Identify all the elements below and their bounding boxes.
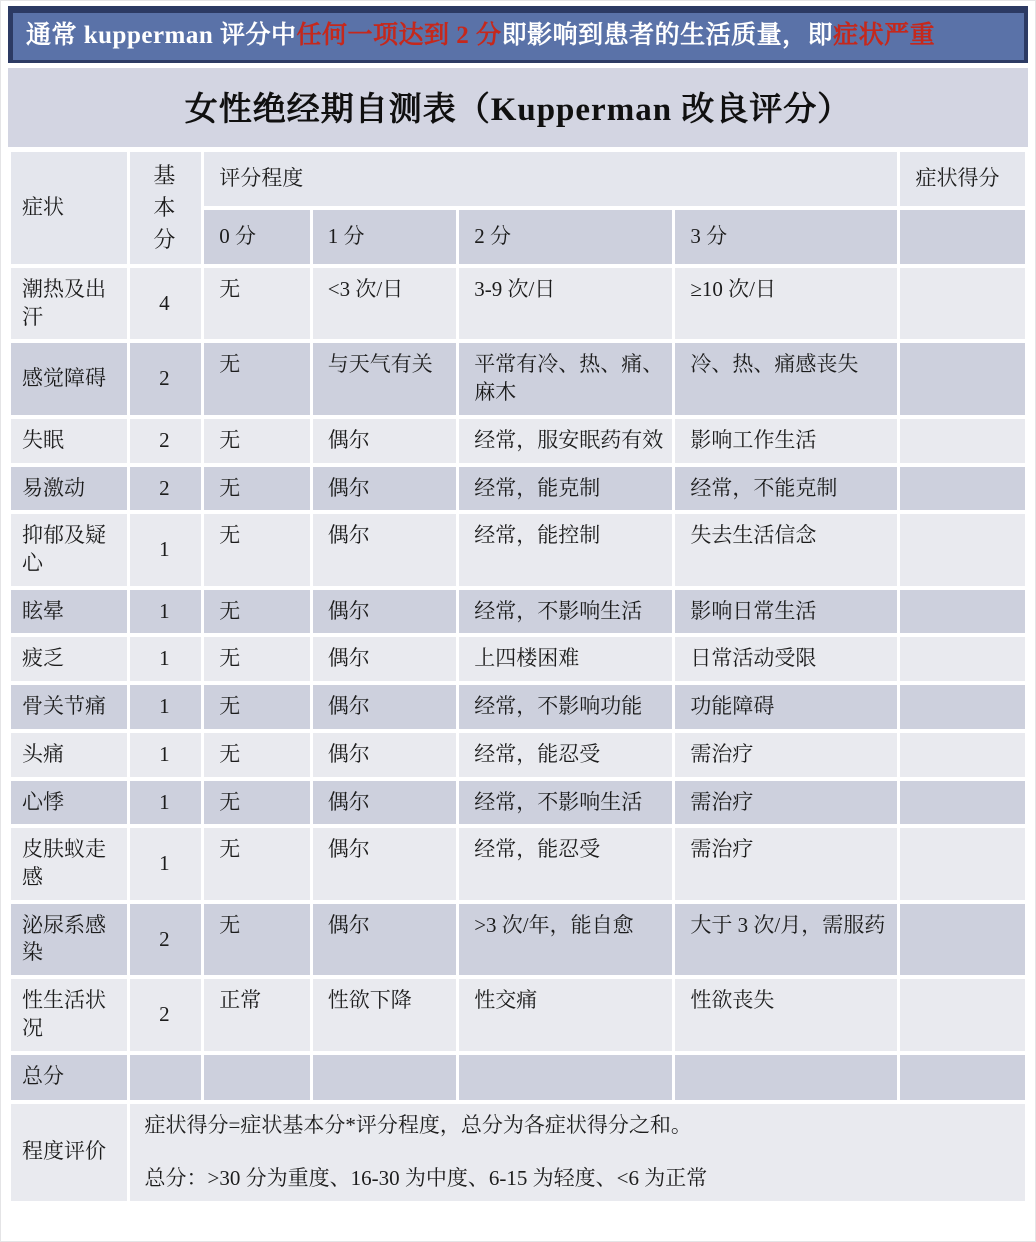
degree-2-cell: 经常，不影响生活 [474, 789, 643, 814]
degree-0-cell: 无 [219, 694, 241, 719]
symptom-score-cell [900, 979, 1025, 1050]
header-symptom-score: 症状得分 [900, 152, 1025, 206]
table-row [11, 514, 1025, 585]
header-degree-2: 2 分 [459, 210, 672, 264]
symptom-score-cell [900, 419, 1025, 463]
degree-2-cell: 经常，能克制 [474, 475, 601, 500]
degree-2-cell: 性交痛 [474, 988, 538, 1013]
table-row [11, 781, 1025, 825]
symptom-cell: 性生活状况 [22, 988, 106, 1040]
degree-3-cell: 需治疗 [690, 741, 754, 766]
empty-cell [900, 1055, 1025, 1100]
degree-1-cell: 与天气有关 [327, 352, 433, 377]
degree-0-cell: 无 [219, 837, 241, 862]
degree-3-cell: 需治疗 [690, 789, 754, 814]
degree-1-cell: 偶尔 [327, 598, 370, 623]
symptom-cell: 失眠 [22, 427, 64, 452]
basic-score-cell: 1 [159, 694, 170, 719]
degree-3-cell: 日常活动受限 [690, 646, 817, 671]
degree-2-cell: 3-9 次/日 [474, 276, 556, 301]
degree-2-cell: 经常，能控制 [474, 523, 601, 548]
degree-0-cell: 无 [219, 352, 241, 377]
table-row [11, 828, 1025, 899]
table-row [11, 343, 1025, 414]
degree-3-cell: 影响工作生活 [690, 427, 817, 452]
header-symptom: 症状 [11, 152, 127, 264]
degree-3-cell: 大于 3 次/月，需服药 [690, 912, 886, 937]
basic-score-cell: 4 [159, 290, 170, 315]
banner-highlight-segment: 症状严重 [833, 22, 936, 49]
header-basic-score-label: 基本分 [153, 163, 176, 253]
symptom-cell: 易激动 [22, 475, 85, 500]
table-row [11, 733, 1025, 777]
total-row [11, 1055, 1025, 1100]
header-degree-0: 0 分 [204, 210, 310, 264]
table-row [11, 685, 1025, 729]
evaluation-thresholds: 总分：>30 分为重度、16-30 为中度、6-15 为轻度、<6 为正常 [144, 1166, 708, 1191]
table-row [11, 904, 1025, 975]
degree-1-cell: 偶尔 [327, 789, 370, 814]
table-row [11, 467, 1025, 511]
header-row-1 [11, 152, 1025, 206]
banner-text-segment: 通常 kupperman 评分中 [26, 22, 297, 49]
degree-0-cell: 无 [219, 598, 241, 623]
degree-0-cell: 无 [219, 646, 241, 671]
kupperman-score-table [8, 148, 1028, 1205]
header-basic-score [130, 152, 202, 264]
degree-2-cell: 经常，能忍受 [474, 741, 601, 766]
basic-score-cell: 1 [159, 741, 170, 766]
degree-1-cell: 偶尔 [327, 912, 370, 937]
symptom-score-cell [900, 781, 1025, 825]
table-row [11, 419, 1025, 463]
symptom-score-cell [900, 685, 1025, 729]
symptom-cell: 头痛 [22, 741, 64, 766]
basic-score-cell: 2 [159, 926, 170, 951]
basic-score-cell: 1 [159, 789, 170, 814]
evaluation-label: 程度评价 [22, 1139, 106, 1164]
degree-2-cell: 经常，能忍受 [474, 837, 601, 862]
degree-3-cell: 需治疗 [690, 837, 754, 862]
degree-3-cell: 经常，不能克制 [690, 475, 838, 500]
degree-2-cell: 经常，服安眠药有效 [474, 427, 664, 452]
table-row [11, 637, 1025, 681]
degree-3-cell: 性欲丧失 [690, 988, 775, 1013]
page-title: 女性绝经期自测表（Kupperman 改良评分） [184, 92, 852, 129]
symptom-cell: 皮肤蚁走感 [22, 837, 106, 889]
empty-cell [130, 1055, 202, 1100]
symptom-score-cell [900, 637, 1025, 681]
symptom-cell: 泌尿系感染 [22, 912, 106, 965]
degree-2-cell: 上四楼困难 [474, 646, 580, 671]
empty-cell [204, 1055, 310, 1100]
degree-2-cell: 经常，不影响生活 [474, 598, 643, 623]
degree-2-cell: 经常，不影响功能 [474, 694, 643, 719]
evaluation-row [11, 1104, 1025, 1201]
symptom-score-cell [900, 828, 1025, 899]
basic-score-cell: 2 [159, 1002, 170, 1026]
degree-0-cell: 无 [219, 475, 241, 500]
degree-0-cell: 无 [219, 741, 241, 766]
symptom-cell: 疲乏 [22, 646, 64, 671]
degree-3-cell: 失去生活信念 [690, 523, 817, 548]
degree-0-cell: 无 [219, 789, 241, 814]
symptom-score-cell [900, 514, 1025, 585]
degree-3-cell: ≥10 次/日 [690, 276, 776, 301]
symptom-cell: 骨关节痛 [22, 694, 106, 719]
degree-0-cell: 无 [219, 427, 241, 452]
symptom-score-cell [900, 268, 1025, 339]
table-row [11, 979, 1025, 1050]
degree-1-cell: 偶尔 [327, 475, 370, 500]
symptom-score-cell [900, 343, 1025, 414]
banner-text-segment: 即影响到患者的生活质量，即 [501, 22, 834, 49]
symptom-score-cell [900, 733, 1025, 777]
degree-2-cell: >3 次/年，能自愈 [474, 912, 634, 937]
total-label: 总分 [22, 1064, 64, 1089]
empty-cell [675, 1055, 897, 1100]
degree-1-cell: 偶尔 [327, 741, 370, 766]
degree-3-cell: 影响日常生活 [690, 598, 817, 623]
symptom-cell: 抑郁及疑心 [22, 523, 106, 575]
degree-3-cell: 功能障碍 [690, 694, 775, 719]
evaluation-formula: 症状得分=症状基本分*评分程度，总分为各症状得分之和。 [144, 1112, 692, 1137]
basic-score-cell: 1 [159, 598, 170, 623]
basic-score-cell: 2 [159, 366, 170, 391]
degree-2-cell: 平常有冷、热、痛、麻木 [474, 352, 664, 405]
degree-0-cell: 无 [219, 912, 241, 937]
degree-0-cell: 正常 [219, 988, 262, 1013]
table-row [11, 590, 1025, 634]
basic-score-cell: 2 [159, 427, 170, 452]
degree-1-cell: <3 次/日 [327, 276, 404, 301]
symptom-score-cell [900, 904, 1025, 975]
empty-cell [459, 1055, 672, 1100]
degree-1-cell: 偶尔 [327, 646, 370, 671]
evaluation-notes [130, 1104, 1025, 1201]
degree-0-cell: 无 [219, 276, 241, 301]
header-score-degree: 评分程度 [204, 152, 897, 206]
symptom-score-cell [900, 590, 1025, 634]
basic-score-cell: 1 [159, 537, 170, 562]
symptom-score-cell [900, 467, 1025, 511]
basic-score-cell: 1 [159, 851, 170, 876]
degree-1-cell: 性欲下降 [327, 988, 412, 1013]
header-degree-1: 1 分 [313, 210, 456, 264]
degree-1-cell: 偶尔 [327, 427, 370, 452]
banner-highlight-segment: 任何一项达到 2 分 [296, 22, 502, 49]
basic-score-cell: 2 [159, 475, 170, 500]
degree-0-cell: 无 [219, 523, 241, 548]
header-degree-3: 3 分 [675, 210, 897, 264]
degree-1-cell: 偶尔 [327, 523, 370, 548]
symptom-cell: 感觉障碍 [22, 366, 106, 391]
degree-1-cell: 偶尔 [327, 837, 370, 862]
symptom-cell: 眩晕 [22, 598, 64, 623]
empty-cell [313, 1055, 456, 1100]
symptom-cell: 心悸 [22, 789, 64, 814]
degree-1-cell: 偶尔 [327, 694, 370, 719]
basic-score-cell: 1 [159, 646, 170, 671]
table-row [11, 268, 1025, 339]
symptom-cell: 潮热及出汗 [22, 276, 106, 329]
warning-banner [8, 6, 1028, 63]
header-score-empty-cell [900, 210, 1025, 264]
degree-3-cell: 冷、热、痛感丧失 [690, 352, 859, 377]
title-bar [8, 68, 1028, 147]
